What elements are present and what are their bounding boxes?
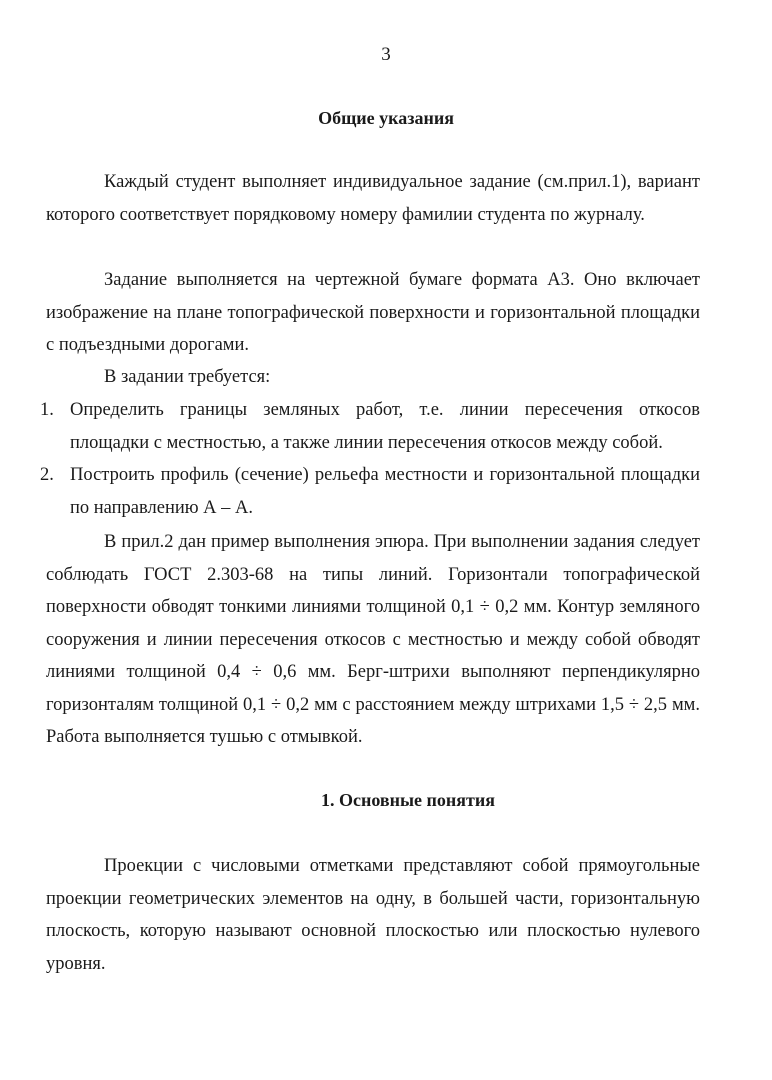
list-item-text: Определить границы земляных работ, т.е. линии пересечения откосов площадки с местностью, а также линии пересечения откосов между собой. (70, 400, 700, 453)
paragraph-4: В прил.2 дан пример выполнения эпюра. При выполнении задания следует соблюдать ГОСТ 2.303-68 на типы линий. Горизонтали топографической поверхности обводят тонкими линиями толщиной 0,1 ÷ 0,2 мм. Контур земляного сооружения и линии пересечения откосов с местностью и между собой обводят линиями толщиной 0,4 ÷ 0,6 мм. Берг-штрихи выполняют перпендикулярно горизонталям толщиной 0,1 ÷ 0,2 мм с расстоянием между штрихами 1,5 ÷ 2,5 мм. Работа выполняется тушью с отмывкой. (46, 532, 700, 747)
requirements-list (40, 394, 700, 524)
paragraph-2: Задание выполняется на чертежной бумаге формата А3. Оно включает изображение на плане топографической поверхности и горизонтальной площадки с подъездными дорогами. (46, 270, 700, 355)
page-number: 3 (381, 44, 391, 65)
list-item (40, 459, 700, 524)
list-item-text: Построить профиль (сечение) рельефа местности и горизонтальной площадки по направлению А – А. (70, 465, 700, 518)
list-item-number: 2. (40, 465, 54, 485)
paragraph-5: Проекции с числовыми отметками представляют собой прямоугольные проекции геометрических элементов на одну, в большей части, горизонтальную плоскость, которую называют основной плоскостью или плоскостью нулевого уровня. (46, 856, 700, 974)
heading-general-instructions: Общие указания (318, 108, 454, 128)
paragraph-3: В задании требуется: (104, 367, 271, 387)
heading-section-1: 1. Основные понятия (321, 790, 495, 810)
list-item (40, 394, 700, 459)
paragraph-1: Каждый студент выполняет индивидуальное задание (см.прил.1), вариант которого соответствует порядковому номеру фамилии студента по журналу. (46, 172, 700, 225)
list-item-number: 1. (40, 400, 54, 420)
